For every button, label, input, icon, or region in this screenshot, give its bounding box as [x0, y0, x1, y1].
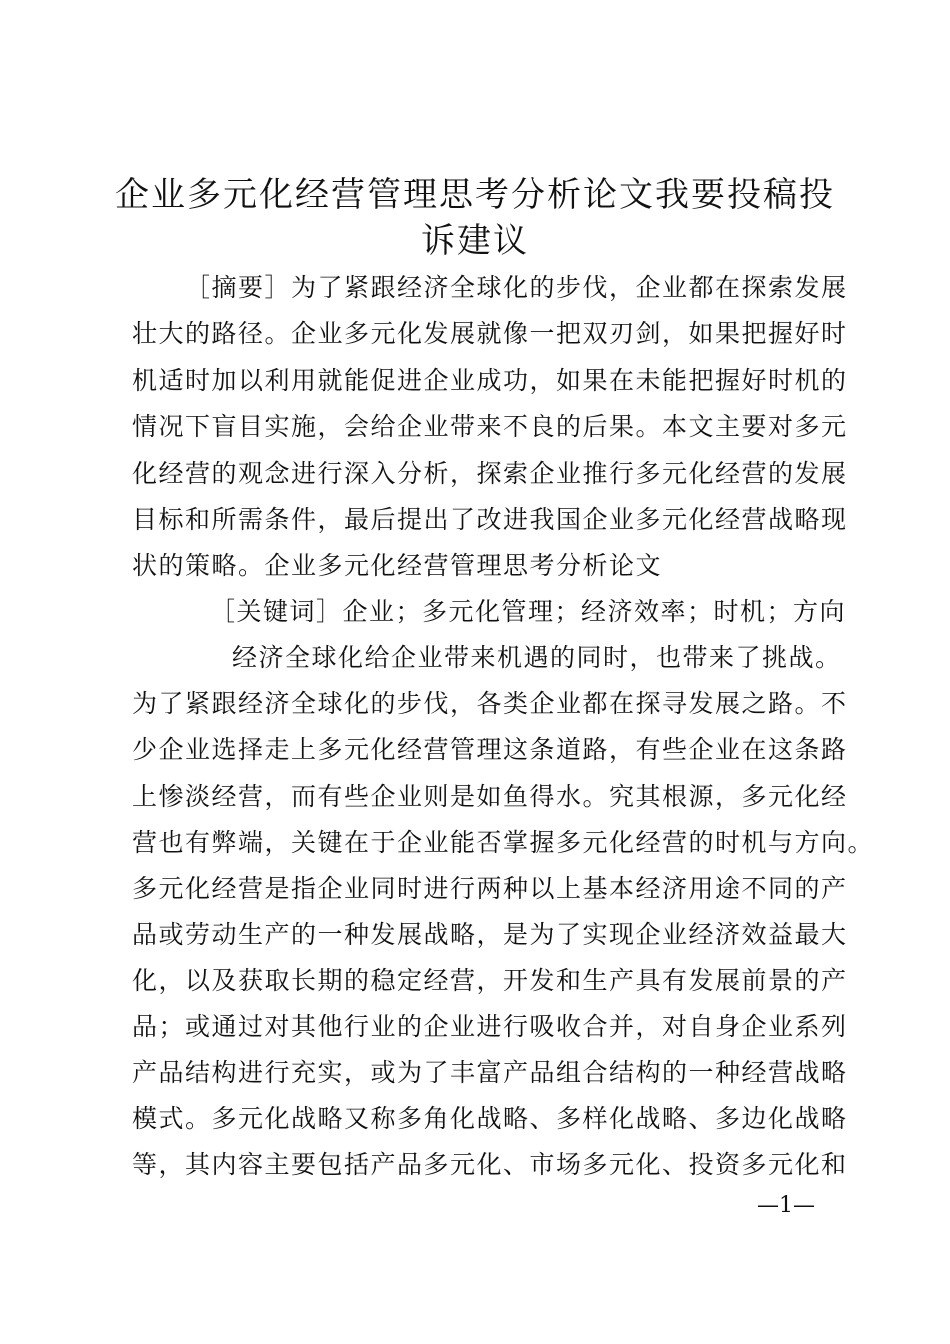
body-line-2: 为了紧跟经济全球化的步伐，各类企业都在探寻发展之路。不	[132, 689, 848, 718]
body-line-8: 化，以及获取长期的稳定经营，开发和生产具有发展前景的产	[132, 966, 848, 995]
abstract-line-2: 壮大的路径。企业多元化发展就像一把双刃剑，如果把握好时	[132, 319, 848, 348]
document-title-line-1: 企业多元化经营管理思考分析论文我要投稿投	[115, 175, 835, 215]
body-line-9: 品；或通过对其他行业的企业进行吸收合并，对自身企业系列	[132, 1012, 848, 1041]
body-line-10: 产品结构进行充实，或为了丰富产品组合结构的一种经营战略	[132, 1058, 848, 1087]
document-title-line-2: 诉建议	[421, 221, 529, 261]
abstract-line-5: 化经营的观念进行深入分析，探索企业推行多元化经营的发展	[132, 459, 848, 488]
body-line-4: 上惨淡经营，而有些企业则是如鱼得水。究其根源，多元化经	[132, 782, 848, 811]
body-line-11: 模式。多元化战略又称多角化战略、多样化战略、多边化战略	[132, 1104, 848, 1133]
body-line-6: 多元化经营是指企业同时进行两种以上基本经济用途不同的产	[132, 874, 848, 903]
body-line-1: 经济全球化给企业带来机遇的同时，也带来了挑战。	[232, 643, 842, 672]
body-line-12: 等，其内容主要包括产品多元化、市场多元化、投资多元化和	[132, 1150, 848, 1179]
abstract-line-6: 目标和所需条件，最后提出了改进我国企业多元化经营战略现	[132, 505, 848, 534]
body-line-5: 营也有弊端，关键在于企业能否掌握多元化经营的时机与方向。	[132, 828, 875, 857]
page-number: —1—	[757, 1193, 815, 1218]
abstract-line-3: 机适时加以利用就能促进企业成功，如果在未能把握好时机的	[132, 366, 848, 395]
body-line-3: 少企业选择走上多元化经营管理这条道路，有些企业在这条路	[132, 735, 848, 764]
keywords-line: ［关键词］企业；多元化管理；经济效率；时机；方向	[210, 597, 847, 626]
body-line-7: 品或劳动生产的一种发展战略，是为了实现企业经济效益最大	[132, 920, 848, 949]
abstract-line-1: ［摘要］为了紧跟经济全球化的步伐，企业都在探索发展	[185, 273, 848, 302]
abstract-line-7: 状的策略。企业多元化经营管理思考分析论文	[132, 551, 663, 580]
abstract-line-4: 情况下盲目实施，会给企业带来不良的后果。本文主要对多元	[132, 412, 848, 441]
